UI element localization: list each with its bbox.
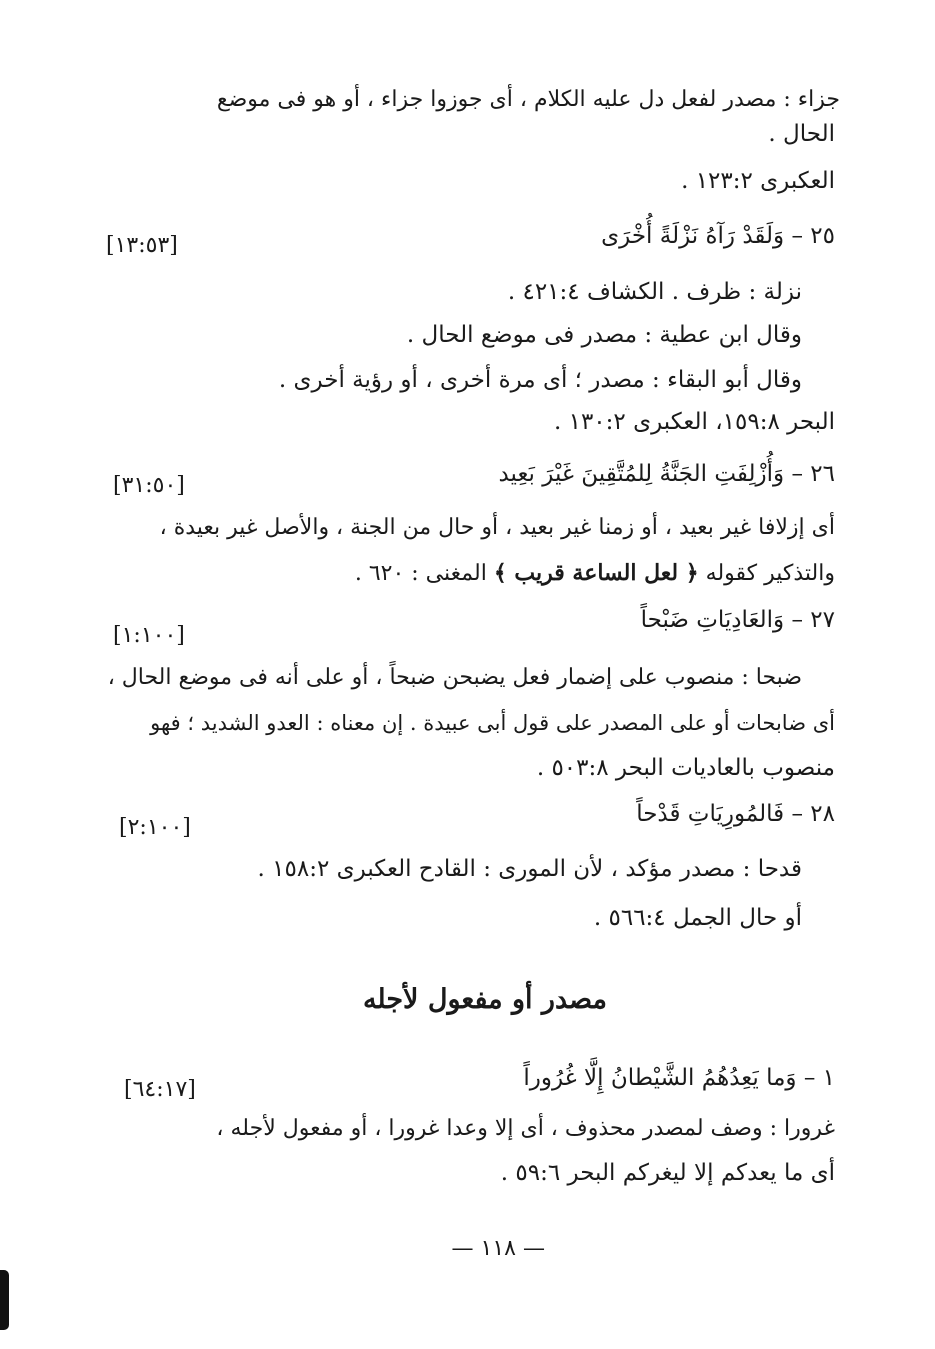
section-heading: مصدر أو مفعول لأجله xyxy=(362,984,607,1015)
entry-27-line-1: ضبحا : منصوب على إضمار فعل يضبحن ضبحاً ، أو على أنه فى موضع الحال ، xyxy=(107,665,802,690)
entry-26-line-2 xyxy=(355,557,835,590)
entry-27-line-3: منصوب بالعاديات البحر ٥٠٣:٨ . xyxy=(536,755,835,781)
entry-26-line-2-intro: والتذكير كقوله xyxy=(705,561,835,586)
page-number: — ١١٨ — xyxy=(451,1236,545,1261)
entry-26-source: المغنى : ٦٢٠ . xyxy=(354,561,487,586)
verse-27: ٢٧ – وَالعَادِيَاتِ ضَبْحاً xyxy=(640,607,835,633)
scan-edge-shadow xyxy=(0,1270,9,1330)
verse-25-reference: [١٣:٥٣] xyxy=(106,233,178,258)
jaza-line-1: جزاء : مصدر لفعل دل عليه الكلام ، أى جوزوا جزاء ، أو هو فى موضع xyxy=(216,87,840,112)
verse-26-reference: [٣١:٥٠] xyxy=(113,473,185,498)
verse-26: ٢٦ – وَأُزْلِفَتِ الجَنَّةُ لِلمُتَّقِينَ غَيْرَ بَعِيد xyxy=(498,461,835,487)
entry-1-line-2: أى ما يعدكم إلا ليغركم البحر ٥٩:٦ . xyxy=(500,1160,835,1186)
verse-28: ٢٨ – فَالمُورِيَاتِ قَدْحاً xyxy=(636,801,835,827)
entry-27-line-2: أى ضابحات أو على المصدر على قول أبى عبيدة . إن معناه : العدو الشديد ؛ فهو xyxy=(150,711,835,735)
verse-27-reference: [١:١٠٠] xyxy=(113,623,185,648)
entry-1-line-1: غرورا : وصف لمصدر محذوف ، أى إلا وعدا غرورا ، أو مفعول لأجله ، xyxy=(216,1116,835,1141)
entry-25-line-4: البحر ١٥٩:٨، العكبرى ١٣٠:٢ . xyxy=(553,409,835,435)
entry-25-line-1: نزلة : ظرف . الكشاف ٤٢١:٤ . xyxy=(507,279,802,305)
quran-quote: ﴿ لعل الساعة قريب ﴾ xyxy=(493,560,699,586)
verse-25: ٢٥ – وَلَقَدْ رَآهُ نَزْلَةً أُخْرَى xyxy=(601,223,835,249)
entry-26-line-1: أى إزلافا غير بعيد ، أو زمنا غير بعيد ، أو حال من الجنة ، والأصل غير بعيدة ، xyxy=(159,515,835,540)
verse-28-reference: [٢:١٠٠] xyxy=(119,815,191,840)
jaza-line-3: العكبرى ١٢٣:٢ . xyxy=(681,168,835,194)
entry-28-line-1: قدحا : مصدر مؤكد ، لأن المورى : القادح العكبرى ١٥٨:٢ . xyxy=(257,856,802,882)
verse-1: ١ – وَما يَعِدُهُمُ الشَّيْطانُ إِلَّا غُرُوراً xyxy=(523,1065,835,1091)
verse-1-reference: [٦٤:١٧] xyxy=(124,1077,196,1102)
jaza-line-2: الحال . xyxy=(768,121,835,147)
entry-25-line-3: وقال أبو البقاء : مصدر ؛ أى مرة أخرى ، أو رؤية أخرى . xyxy=(278,367,802,393)
entry-25-line-2: وقال ابن عطية : مصدر فى موضع الحال . xyxy=(406,322,802,348)
entry-28-line-2: أو حال الجمل ٥٦٦:٤ . xyxy=(593,905,802,931)
